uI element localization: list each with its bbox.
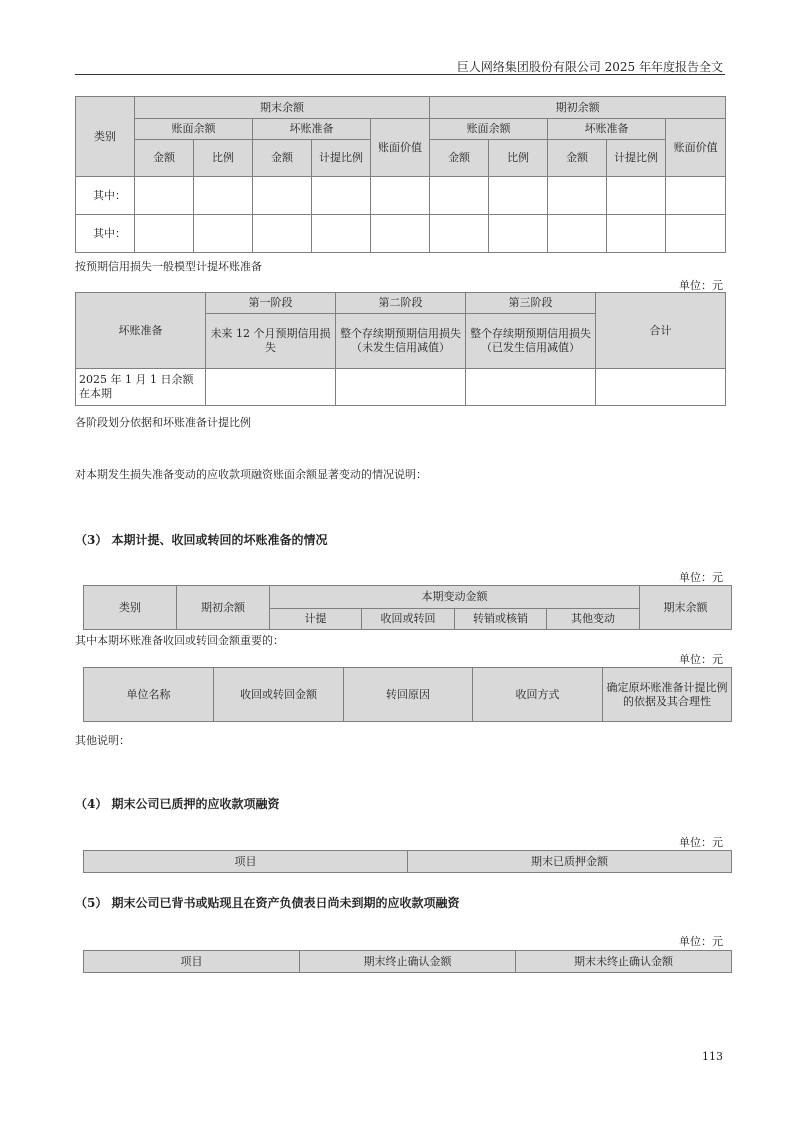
header-stage1: 第一阶段 [206, 293, 336, 314]
header-category: 类别 [76, 97, 135, 177]
header-recovered: 收回或转回 [362, 609, 455, 630]
bad-debt-movement-table [83, 585, 732, 630]
section-5-title: （5） 期末公司已背书或贴现且在资产负债表日尚未到期的应收款项融资 [75, 896, 460, 910]
row-label: 2025 年 1 月 1 日余额在本期 [76, 369, 206, 406]
header-derecognized: 期末终止确认金额 [300, 951, 516, 973]
header-amount: 金额 [135, 140, 194, 177]
row-label: 其中： [76, 215, 135, 253]
header-stage1-desc: 未来 12 个月预期信用损失 [206, 314, 336, 369]
header-category: 类别 [84, 586, 177, 630]
header-accrual: 计提 [270, 609, 362, 630]
header-end-bad-debt: 坏账准备 [253, 119, 371, 140]
header-basis: 确定原坏账准备计提比例的依据及其合理性 [603, 668, 732, 722]
page-number: 113 [702, 1050, 723, 1063]
header-bad-debt-reserve: 坏账准备 [76, 293, 206, 369]
significant-change-note: 对本期发生损失准备变动的应收款项融资账面余额显著变动的情况说明： [75, 468, 427, 481]
header-divider [75, 74, 725, 75]
report-header-title: 巨人网络集团股份有限公司 2025 年年度报告全文 [456, 60, 723, 74]
header-amount: 金额 [253, 140, 312, 177]
header-stage2: 第二阶段 [336, 293, 466, 314]
other-note: 其他说明： [75, 734, 130, 747]
table-row [76, 177, 726, 215]
header-reason: 转回原因 [344, 668, 473, 722]
header-closing: 期末余额 [640, 586, 732, 630]
header-amount: 金额 [430, 140, 489, 177]
pledged-table [83, 850, 732, 873]
header-opening: 期初余额 [177, 586, 270, 630]
header-stage3-desc: 整个存续期预期信用损失（已发生信用减值） [466, 314, 596, 369]
unit-label: 单位：元 [679, 836, 723, 849]
row-label: 其中： [76, 177, 135, 215]
unit-label: 单位：元 [679, 279, 723, 292]
bad-debt-stage-table [75, 292, 726, 406]
header-begin-bad-debt: 坏账准备 [548, 119, 666, 140]
header-entity: 单位名称 [84, 668, 214, 722]
header-begin-book-value: 账面价值 [666, 119, 726, 177]
header-ratio: 比例 [489, 140, 548, 177]
header-stage3: 第三阶段 [466, 293, 596, 314]
important-recovery-note: 其中本期坏账准备收回或转回金额重要的： [75, 634, 284, 647]
stage-basis-note: 各阶段划分依据和坏账准备计提比例 [75, 416, 251, 429]
header-not-derecognized: 期末未终止确认金额 [516, 951, 732, 973]
header-provision-ratio: 计提比例 [312, 140, 371, 177]
header-amount: 金额 [548, 140, 607, 177]
header-provision-ratio: 计提比例 [607, 140, 666, 177]
header-end-balance: 期末余额 [135, 97, 430, 119]
header-written-off: 转销或核销 [455, 609, 547, 630]
ecl-model-caption: 按预期信用损失一般模型计提坏账准备 [75, 260, 262, 273]
ending-opening-balance-table [75, 96, 726, 253]
endorsed-discounted-table [83, 950, 732, 973]
section-4-title: （4） 期末公司已质押的应收款项融资 [75, 797, 280, 811]
header-begin-book-balance: 账面余额 [430, 119, 548, 140]
header-item: 项目 [84, 951, 300, 973]
header-end-book-value: 账面价值 [371, 119, 430, 177]
header-begin-balance: 期初余额 [430, 97, 726, 119]
table-row [76, 369, 726, 406]
header-item: 项目 [84, 851, 408, 873]
header-method: 收回方式 [473, 668, 603, 722]
unit-label: 单位：元 [679, 653, 723, 666]
header-amount: 收回或转回金额 [214, 668, 344, 722]
unit-label: 单位：元 [679, 571, 723, 584]
recovery-detail-table [83, 667, 732, 722]
header-change-amount: 本期变动金额 [270, 586, 640, 609]
header-end-book-balance: 账面余额 [135, 119, 253, 140]
header-ratio: 比例 [194, 140, 253, 177]
header-total: 合计 [596, 293, 726, 369]
header-other: 其他变动 [547, 609, 640, 630]
section-3-title: （3） 本期计提、收回或转回的坏账准备的情况 [75, 533, 328, 547]
header-stage2-desc: 整个存续期预期信用损失（未发生信用减值） [336, 314, 466, 369]
unit-label: 单位：元 [679, 935, 723, 948]
header-pledged: 期末已质押金额 [408, 851, 732, 873]
table-row [76, 215, 726, 253]
